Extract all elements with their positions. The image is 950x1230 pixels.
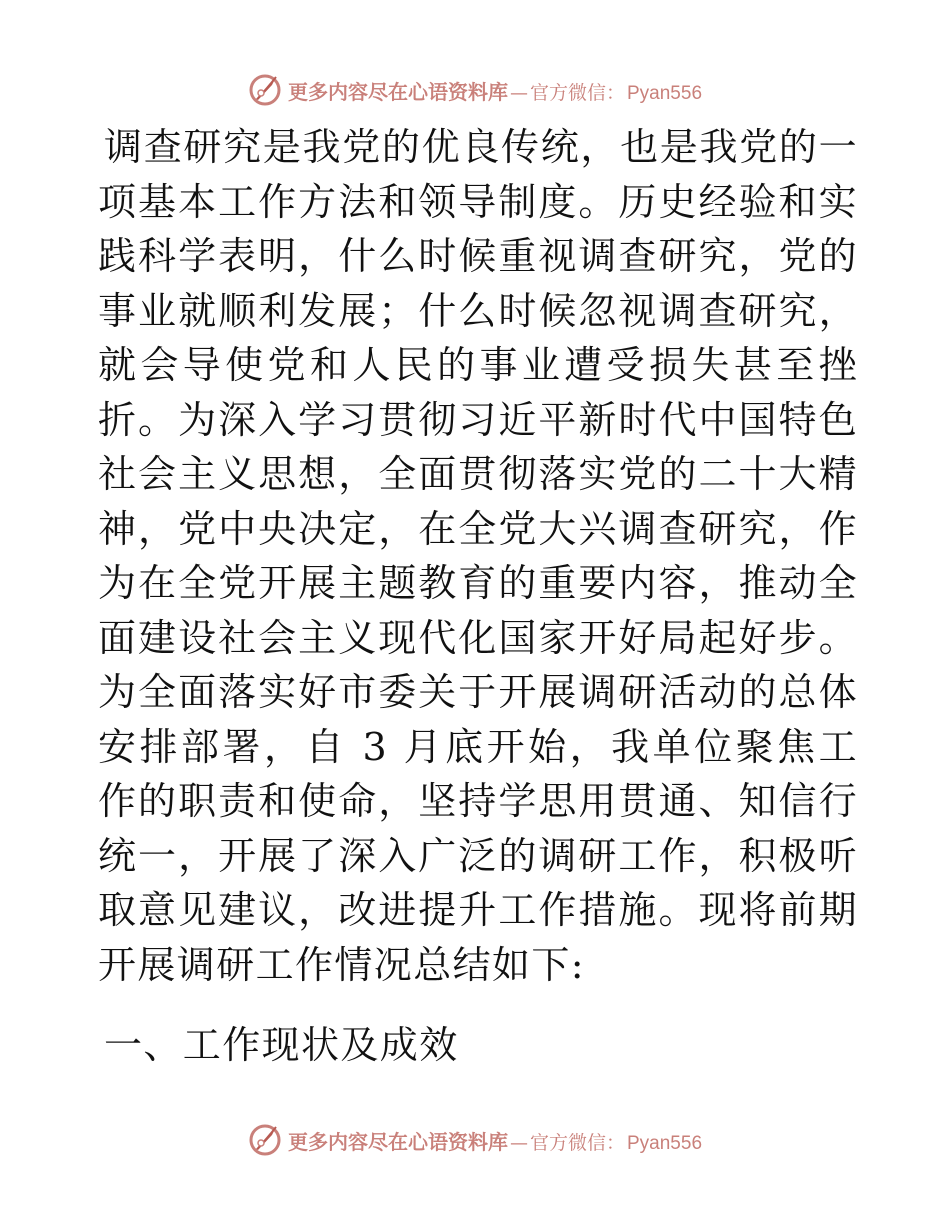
document-body xyxy=(98,120,858,1072)
quill-pen-logo-icon xyxy=(248,1123,282,1157)
header-site-name: 更多内容尽在心语资料库 xyxy=(287,79,508,104)
footer-watermark-banner xyxy=(0,1120,950,1160)
footer-banner-text xyxy=(288,1126,702,1155)
body-paragraph: 调查研究是我党的优良传统，也是我党的一项基本工作方法和领导制度。历史经验和实践科学表明，什么时候重视调查研究，党的事业就顺利发展；什么时候忽视调查研究，就会导使党和人民的事业遭受损失甚至挫折。为深入学习贯彻习近平新时代中国特色社会主义思想，全面贯彻落实党的二十大精神，党中央决定，在全党大兴调查研究，作为在全党开展主题教育的重要内容，推动全面建设社会主义现代化国家开好局起好步。为全面落实好市委关于开展调研活动的总体安排部署，自 3 月底开始，我单位聚焦工作的职责和使命，坚持学思用贯通、知信行统一，开展了深入广泛的调研工作，积极听取意见建议，改进提升工作措施。现将前期开展调研工作情况总结如下: xyxy=(98,125,858,987)
header-dash: — xyxy=(509,82,528,104)
header-watermark-banner xyxy=(0,70,950,110)
header-banner-text xyxy=(288,76,702,105)
footer-wechat-label: 官方微信： xyxy=(529,1131,625,1154)
header-wechat-id: Pyan556 xyxy=(627,82,703,104)
section-heading: 一、工作现状及成效 xyxy=(104,1023,459,1067)
header-wechat-label: 官方微信： xyxy=(529,81,625,104)
footer-dash: — xyxy=(509,1132,528,1154)
quill-pen-logo-icon xyxy=(248,73,282,107)
footer-wechat-id: Pyan556 xyxy=(627,1132,703,1154)
footer-site-name: 更多内容尽在心语资料库 xyxy=(287,1129,508,1154)
